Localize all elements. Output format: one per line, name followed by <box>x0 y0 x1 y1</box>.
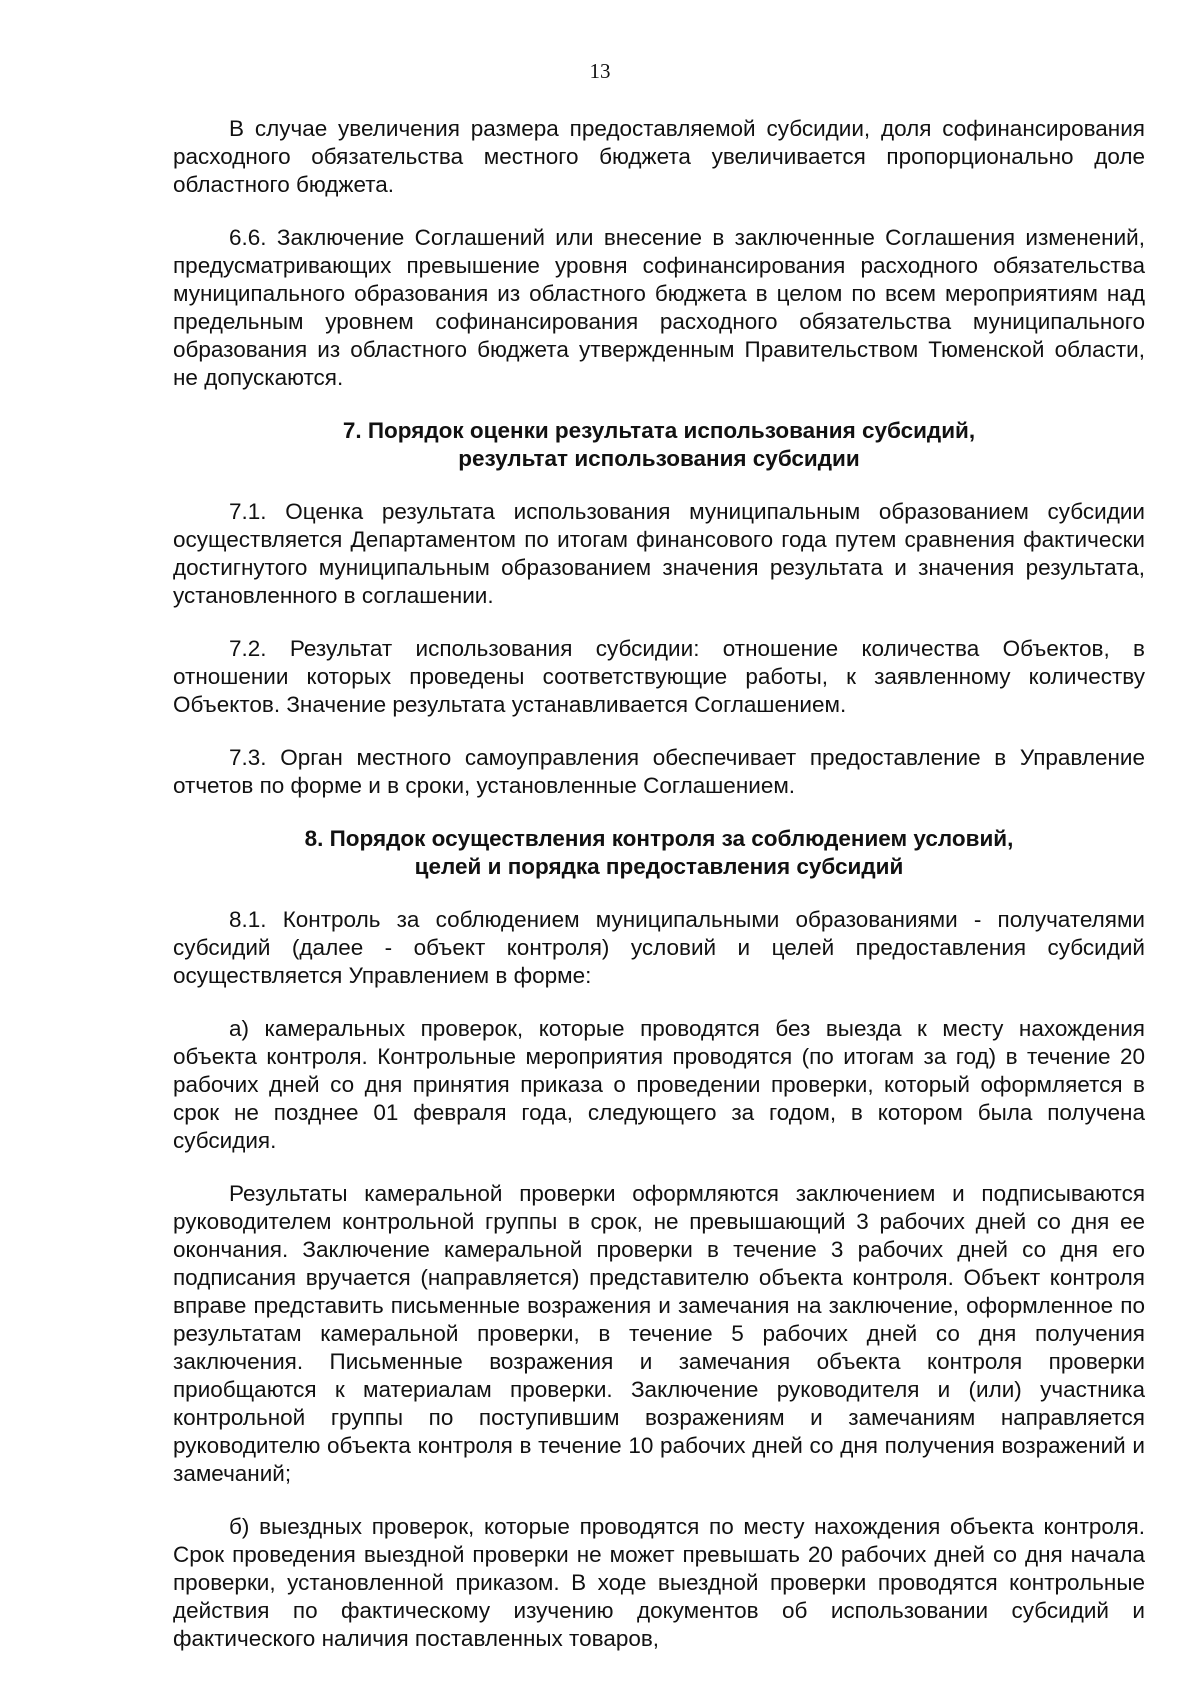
paragraph-a-desk-audits: а) камеральных проверок, которые проводятся без выезда к месту нахождения объекта контроля. Контрольные мероприятия проводятся (по итогам за год) в течение 20 рабочих дней со дня принятия приказа о проведении проверки, который оформляется в срок не позднее 01 февраля года, следующего за годом, в котором была получена субсидия. <box>173 1016 1145 1153</box>
section-7-heading-line-1: 7. Порядок оценки результата использования субсидий, <box>342 418 976 443</box>
document-body <box>173 115 1145 1653</box>
paragraph-6-6: 6.6. Заключение Соглашений или внесение в заключенные Соглашения изменений, предусматривающих превышение уровня софинансирования расходного обязательства муниципального образования из областного бюджета в целом по всем мероприятиям над предельным уровнем софинансирования расходного обязательства муниципального образования из областного бюджета утвержденным Правительством Тюменской области, не допускаются. <box>173 225 1145 390</box>
section-7-heading <box>173 417 1145 473</box>
paragraph-desk-audit-results: Результаты камеральной проверки оформляются заключением и подписываются руководителем контрольной группы в срок, не превышающий 3 рабочих дней со дня ее окончания. Заключение камеральной проверки в течение 3 рабочих дней со дня его подписания вручается (направляется) представителю объекта контроля. Объект контроля вправе представить письменные возражения и замечания на заключение, оформленное по результатам камеральной проверки, в течение 5 рабочих дней со дня получения заключения. Письменные возражения и замечания объекта контроля проверки приобщаются к материалам проверки. Заключение руководителя и (или) участника контрольной группы по поступившим возражениям и замечаниям направляется руководителю объекта контроля в течение 10 рабочих дней со дня получения возражений и замечаний; <box>173 1181 1145 1486</box>
section-8-heading-line-2: целей и порядка предоставления субсидий <box>414 854 904 879</box>
paragraph-7-3: 7.3. Орган местного самоуправления обеспечивает предоставление в Управление отчетов по форме и в сроки, установленные Соглашением. <box>173 745 1145 798</box>
section-8-heading <box>173 825 1145 881</box>
paragraph-b-field-audits: б) выездных проверок, которые проводятся по месту нахождения объекта контроля. Срок проведения выездной проверки не может превышать 20 рабочих дней со дня начала проверки, установленной приказом. В ходе выездной проверки проводятся контрольные действия по фактическому изучению документов об использовании субсидий и фактического наличия поставленных товаров, <box>173 1514 1145 1651</box>
page-number: 13 <box>589 59 611 83</box>
paragraph-7-2: 7.2. Результат использования субсидии: отношение количества Объектов, в отношении которых проведены соответствующие работы, к заявленному количеству Объектов. Значение результата устанавливается Соглашением. <box>173 636 1145 717</box>
paragraph-subsidy-increase: В случае увеличения размера предоставляемой субсидии, доля софинансирования расходного обязательства местного бюджета увеличивается пропорционально доле областного бюджета. <box>173 116 1145 197</box>
section-7-heading-line-2: результат использования субсидии <box>458 446 860 471</box>
paragraph-7-1: 7.1. Оценка результата использования муниципальным образованием субсидии осуществляется Департаментом по итогам финансового года путем сравнения фактически достигнутого муниципальным образованием значения результата и значения результата, установленного в соглашении. <box>173 499 1145 608</box>
section-8-heading-line-1: 8. Порядок осуществления контроля за соблюдением условий, <box>304 826 1014 851</box>
paragraph-8-1: 8.1. Контроль за соблюдением муниципальными образованиями - получателями субсидий (далее - объект контроля) условий и целей предоставления субсидий осуществляется Управлением в форме: <box>173 907 1145 988</box>
